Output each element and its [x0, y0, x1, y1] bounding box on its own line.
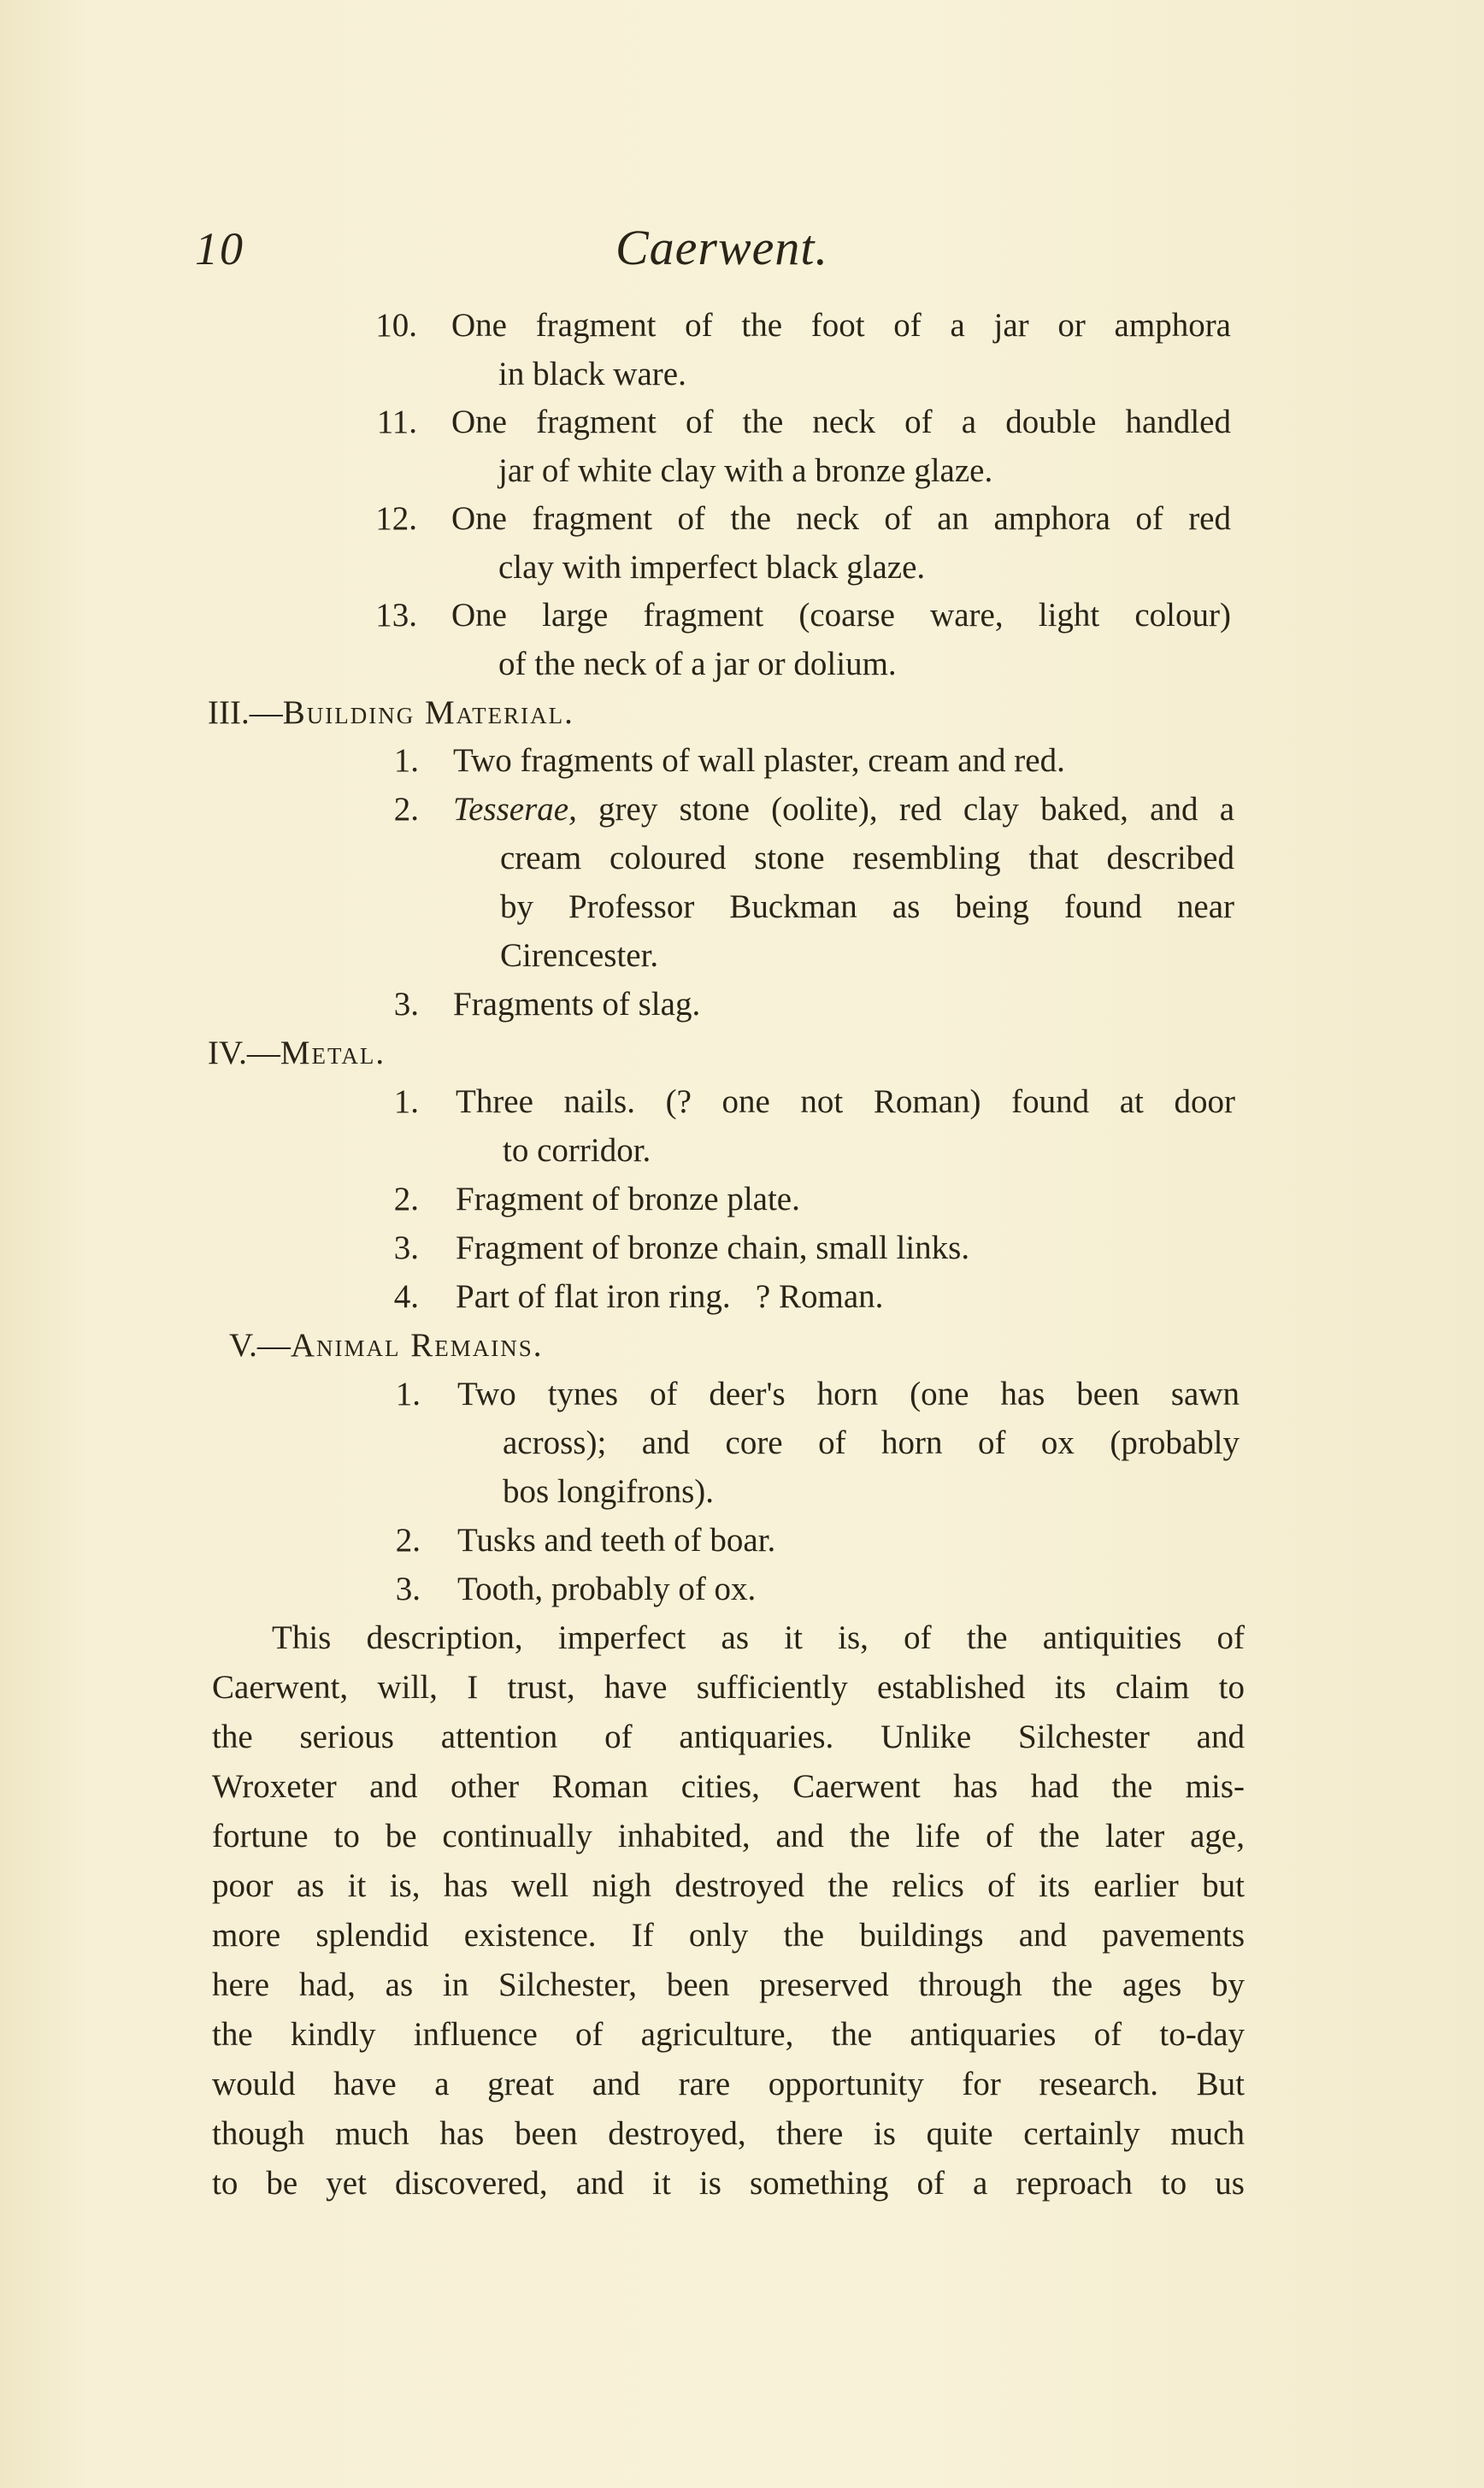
item-continuation: across); and core of horn of ox (probably: [503, 1424, 1240, 1461]
paragraph-line: Wroxeter and other Roman cities, Caerwent has had the mis-: [212, 1768, 1245, 1805]
item-text: Two tynes of deer's horn (one has been sawn: [457, 1376, 1240, 1412]
item-continuation: bos longifrons).: [503, 1473, 714, 1510]
item-text-rest: grey stone (oolite), red clay baked, and a: [576, 791, 1234, 828]
item-number: 1.: [393, 1083, 419, 1120]
item-number: 4.: [393, 1278, 419, 1315]
section-heading-building: [208, 693, 574, 734]
heading-text: Building Material.: [282, 694, 574, 731]
item-continuation: cream coloured stone resembling that described: [500, 840, 1234, 876]
item-number: 3.: [393, 1229, 419, 1266]
item-text: Fragment of bronze plate.: [456, 1181, 800, 1217]
item-number: 2.: [393, 1181, 419, 1217]
section-heading-metal: [208, 1033, 386, 1074]
item-continuation: to corridor.: [503, 1132, 651, 1169]
item-continuation: clay with imperfect black glaze.: [498, 549, 926, 586]
italic-term: Tesserae,: [453, 791, 577, 828]
paragraph-line: more splendid existence. If only the buildings and pavements: [212, 1917, 1245, 1954]
item-continuation: by Professor Buckman as being found near: [500, 888, 1234, 925]
paragraph-line: though much has been destroyed, there is quite certainly much: [212, 2115, 1245, 2152]
item-continuation: of the neck of a jar or dolium.: [498, 646, 897, 682]
item-continuation: jar of white clay with a bronze glaze.: [498, 452, 993, 489]
paragraph-line: the serious attention of antiquaries. Unlike Silchester and: [212, 1719, 1245, 1755]
heading-numeral: III.—: [208, 694, 283, 731]
item-number: 1.: [395, 1376, 421, 1412]
paragraph-line: poor as it is, has well nigh destroyed the relics of its earlier but: [212, 1867, 1245, 1904]
item-text: Fragments of slag.: [453, 986, 701, 1023]
item-number: 3.: [393, 986, 419, 1023]
item-text: Two fragments of wall plaster, cream and red.: [453, 742, 1065, 779]
item-text: Tooth, probably of ox.: [457, 1571, 757, 1607]
item-text: Tusks and teeth of boar.: [457, 1522, 776, 1559]
heading-numeral: IV.—: [208, 1035, 280, 1071]
item-text: Fragment of bronze chain, small links.: [456, 1229, 970, 1266]
item-number: 2.: [393, 791, 419, 828]
heading-numeral: V.—: [229, 1327, 291, 1364]
item-text: [453, 789, 1234, 830]
item-text: One large fragment (coarse ware, light colour): [451, 597, 1231, 634]
paragraph-line: Caerwent, will, I trust, have sufficiently established its claim to: [212, 1669, 1245, 1706]
paragraph-line: to be yet discovered, and it is something of a reproach to us: [212, 2165, 1245, 2202]
page-header: [0, 214, 1484, 282]
item-text: One fragment of the neck of an amphora of red: [451, 500, 1231, 537]
item-text: Three nails. (? one not Roman) found at door: [456, 1083, 1235, 1120]
paragraph-line: the kindly influence of agriculture, the antiquaries of to-day: [212, 2016, 1245, 2053]
page-number: 10: [195, 223, 244, 274]
item-text: One fragment of the neck of a double handled: [451, 404, 1231, 440]
item-text: Part of flat iron ring. ? Roman.: [456, 1278, 884, 1315]
paragraph-line: This description, imperfect as it is, of the antiquities of: [272, 1619, 1245, 1656]
running-title: Caerwent.: [615, 220, 829, 275]
heading-text: Metal.: [280, 1035, 386, 1071]
item-continuation: Cirencester.: [500, 937, 659, 974]
paragraph-line: would have a great and rare opportunity for research. But: [212, 2066, 1245, 2102]
section-heading-animal: [229, 1325, 544, 1366]
heading-text: Animal Remains.: [290, 1327, 544, 1364]
item-number: 10.: [375, 307, 417, 344]
paragraph-line: here had, as in Silchester, been preserved through the ages by: [212, 1966, 1245, 2003]
item-number: 3.: [395, 1571, 421, 1607]
item-number: 12.: [375, 500, 417, 537]
paragraph-line: fortune to be continually inhabited, and the life of the later age,: [212, 1818, 1245, 1854]
item-text: One fragment of the foot of a jar or amphora: [451, 307, 1231, 344]
item-number: 1.: [393, 742, 419, 779]
item-number: 13.: [375, 597, 417, 634]
item-number: 2.: [395, 1522, 421, 1559]
item-number: 11.: [376, 404, 417, 440]
item-continuation: in black ware.: [498, 356, 686, 392]
